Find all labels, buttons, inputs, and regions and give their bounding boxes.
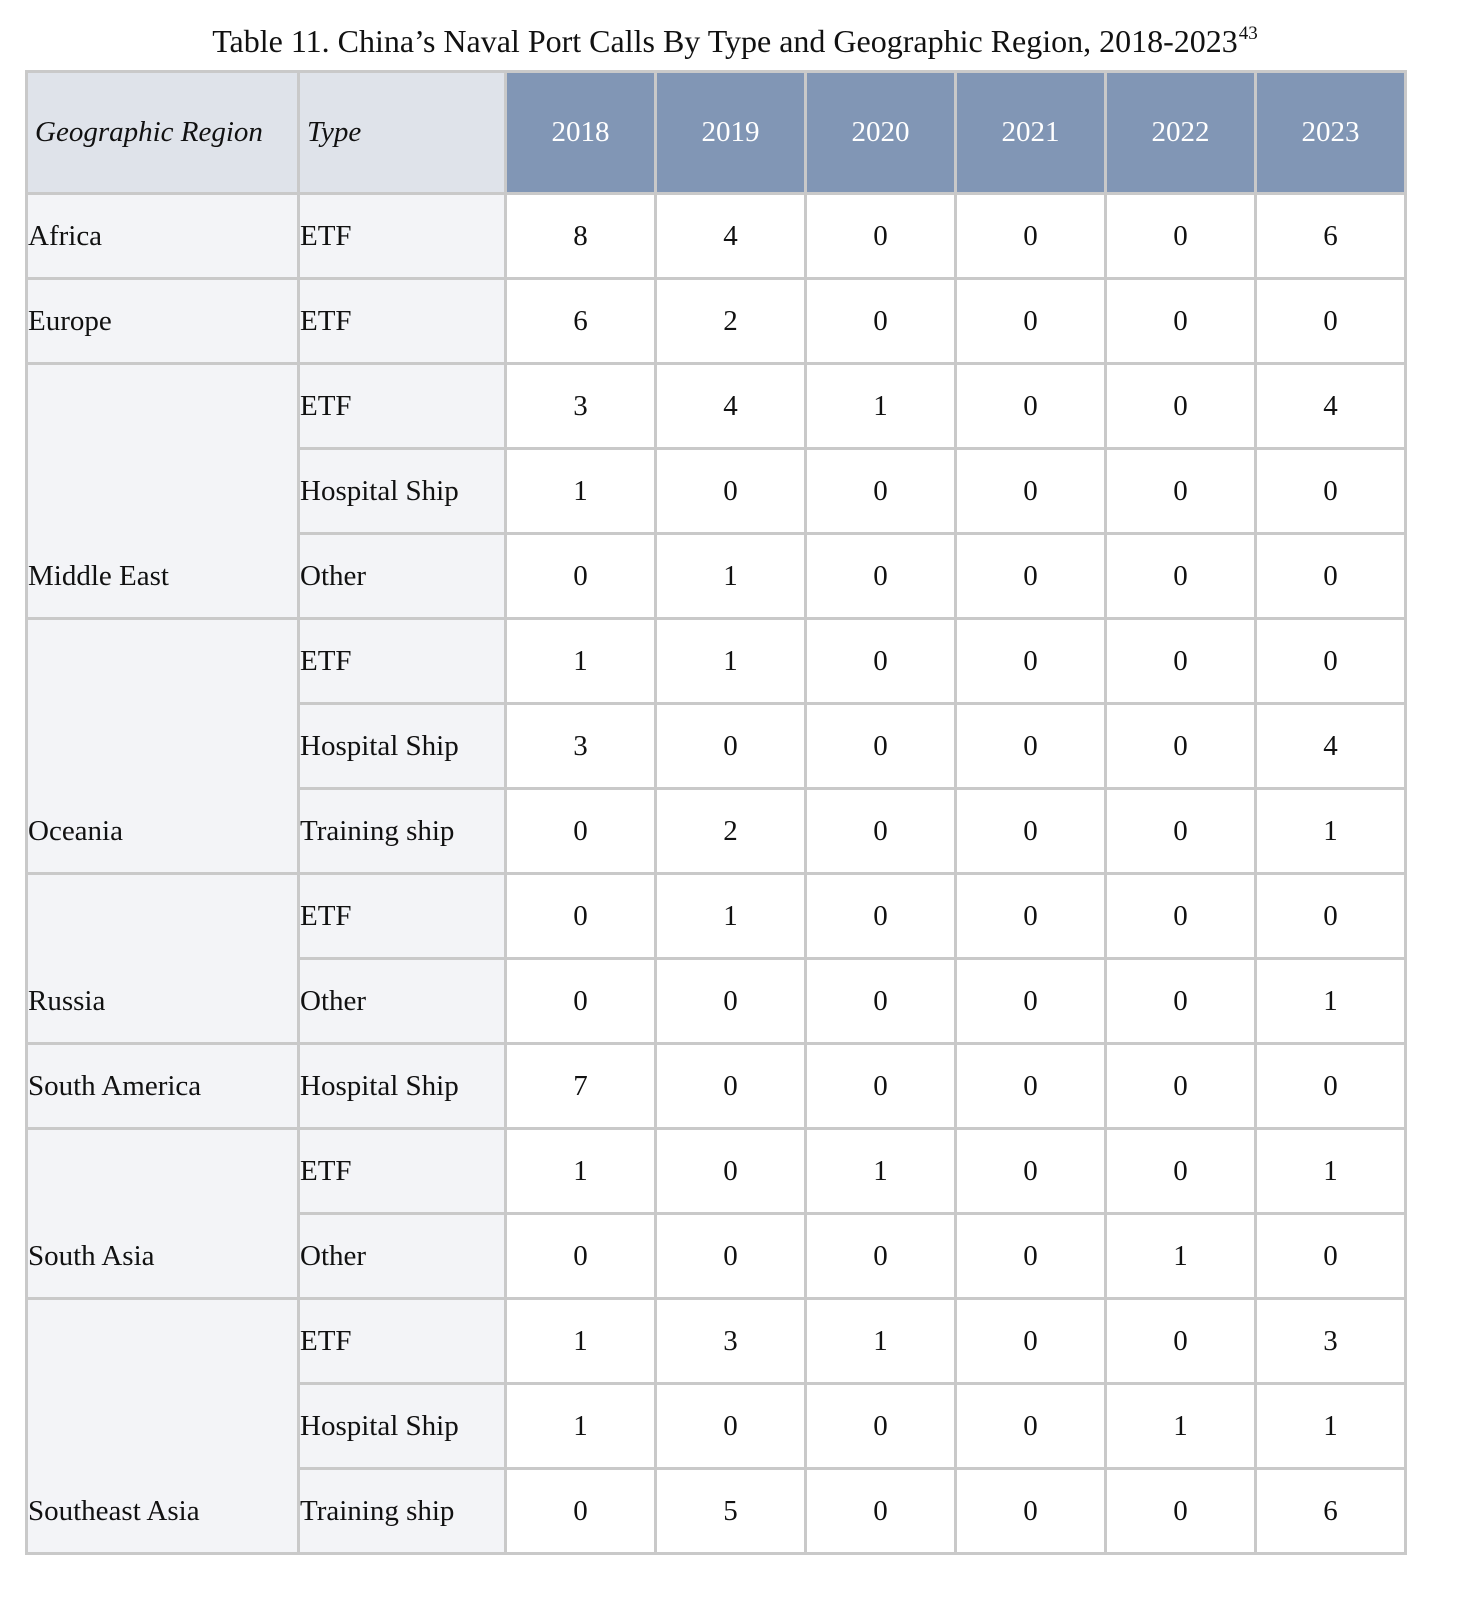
value-cell: 0 — [1256, 449, 1406, 534]
type-cell: Other — [299, 534, 506, 619]
type-cell: ETF — [299, 364, 506, 449]
value-cell: 1 — [1256, 959, 1406, 1044]
value-cell: 1 — [506, 1384, 656, 1469]
value-cell: 1 — [1256, 1384, 1406, 1469]
header-geographic-region: Geographic Region — [27, 72, 299, 194]
value-cell: 0 — [656, 959, 806, 1044]
value-cell: 0 — [1106, 449, 1256, 534]
value-cell: 0 — [656, 1129, 806, 1214]
table-row — [27, 1299, 1406, 1384]
type-cell: ETF — [299, 874, 506, 959]
value-cell: 0 — [806, 449, 956, 534]
value-cell: 0 — [1106, 279, 1256, 364]
region-cell: Middle East — [27, 364, 299, 619]
type-cell: ETF — [299, 619, 506, 704]
value-cell: 0 — [506, 1214, 656, 1299]
value-cell: 1 — [506, 449, 656, 534]
value-cell: 0 — [1256, 619, 1406, 704]
value-cell: 6 — [1256, 194, 1406, 279]
value-cell: 0 — [506, 959, 656, 1044]
value-cell: 0 — [956, 1299, 1106, 1384]
type-cell: Training ship — [299, 1469, 506, 1554]
value-cell: 0 — [956, 1129, 1106, 1214]
value-cell: 0 — [806, 874, 956, 959]
value-cell: 0 — [506, 1469, 656, 1554]
value-cell: 0 — [1256, 1214, 1406, 1299]
value-cell: 1 — [506, 619, 656, 704]
value-cell: 0 — [1256, 1044, 1406, 1129]
value-cell: 0 — [806, 534, 956, 619]
value-cell: 0 — [806, 959, 956, 1044]
region-cell: Southeast Asia — [27, 1299, 299, 1554]
value-cell: 0 — [1256, 279, 1406, 364]
value-cell: 1 — [656, 619, 806, 704]
table-row — [27, 874, 1406, 959]
value-cell: 3 — [1256, 1299, 1406, 1384]
header-row — [27, 72, 1406, 194]
value-cell: 0 — [806, 1214, 956, 1299]
type-cell: ETF — [299, 1299, 506, 1384]
table-body — [27, 194, 1406, 1554]
region-cell: Africa — [27, 194, 299, 279]
value-cell: 0 — [1106, 534, 1256, 619]
value-cell: 0 — [956, 364, 1106, 449]
value-cell: 0 — [656, 704, 806, 789]
value-cell: 5 — [656, 1469, 806, 1554]
value-cell: 0 — [806, 619, 956, 704]
value-cell: 7 — [506, 1044, 656, 1129]
region-cell: Europe — [27, 279, 299, 364]
value-cell: 6 — [506, 279, 656, 364]
value-cell: 0 — [1106, 1469, 1256, 1554]
value-cell: 0 — [956, 874, 1106, 959]
port-calls-table — [25, 70, 1407, 1555]
value-cell: 0 — [956, 1384, 1106, 1469]
table-row — [27, 279, 1406, 364]
type-cell: ETF — [299, 1129, 506, 1214]
value-cell: 0 — [1106, 704, 1256, 789]
value-cell: 4 — [1256, 364, 1406, 449]
value-cell: 0 — [956, 619, 1106, 704]
table-row — [27, 619, 1406, 704]
table-row — [27, 194, 1406, 279]
value-cell: 0 — [806, 194, 956, 279]
value-cell: 1 — [656, 874, 806, 959]
value-cell: 0 — [506, 789, 656, 874]
value-cell: 0 — [1106, 789, 1256, 874]
value-cell: 2 — [656, 279, 806, 364]
value-cell: 0 — [506, 534, 656, 619]
type-cell: Hospital Ship — [299, 704, 506, 789]
value-cell: 4 — [1256, 704, 1406, 789]
value-cell: 0 — [806, 789, 956, 874]
value-cell: 0 — [1106, 1299, 1256, 1384]
value-cell: 2 — [656, 789, 806, 874]
value-cell: 0 — [956, 704, 1106, 789]
footnote-marker: 43 — [1238, 23, 1258, 44]
header-year: 2021 — [956, 72, 1106, 194]
value-cell: 0 — [656, 1214, 806, 1299]
type-cell: ETF — [299, 194, 506, 279]
header-year: 2023 — [1256, 72, 1406, 194]
region-cell: South America — [27, 1044, 299, 1129]
value-cell: 1 — [1106, 1214, 1256, 1299]
value-cell: 0 — [806, 1384, 956, 1469]
table-title-text: Table 11. China’s Naval Port Calls By Type and Geographic Region, 2018-2023 — [212, 23, 1238, 59]
value-cell: 3 — [656, 1299, 806, 1384]
value-cell: 0 — [1106, 1129, 1256, 1214]
region-cell: Russia — [27, 874, 299, 1044]
value-cell: 6 — [1256, 1469, 1406, 1554]
value-cell: 1 — [506, 1129, 656, 1214]
type-cell: Training ship — [299, 789, 506, 874]
value-cell: 0 — [956, 449, 1106, 534]
region-cell: Oceania — [27, 619, 299, 874]
value-cell: 0 — [1106, 619, 1256, 704]
value-cell: 0 — [956, 1469, 1106, 1554]
value-cell: 0 — [956, 1214, 1106, 1299]
value-cell: 1 — [1256, 789, 1406, 874]
value-cell: 0 — [956, 279, 1106, 364]
type-cell: Other — [299, 1214, 506, 1299]
region-cell: South Asia — [27, 1129, 299, 1299]
value-cell: 0 — [956, 789, 1106, 874]
table-row — [27, 1044, 1406, 1129]
type-cell: Hospital Ship — [299, 449, 506, 534]
type-cell: Other — [299, 959, 506, 1044]
value-cell: 0 — [506, 874, 656, 959]
value-cell: 0 — [656, 1044, 806, 1129]
value-cell: 1 — [1106, 1384, 1256, 1469]
value-cell: 0 — [1106, 959, 1256, 1044]
type-cell: Hospital Ship — [299, 1384, 506, 1469]
value-cell: 0 — [1106, 1044, 1256, 1129]
value-cell: 3 — [506, 704, 656, 789]
value-cell: 0 — [1106, 364, 1256, 449]
value-cell: 1 — [1256, 1129, 1406, 1214]
header-year: 2022 — [1106, 72, 1256, 194]
header-type: Type — [299, 72, 506, 194]
value-cell: 0 — [1106, 194, 1256, 279]
value-cell: 0 — [956, 194, 1106, 279]
table-row — [27, 364, 1406, 449]
value-cell: 1 — [656, 534, 806, 619]
value-cell: 1 — [806, 1129, 956, 1214]
value-cell: 0 — [1256, 874, 1406, 959]
table-title — [0, 12, 1470, 63]
value-cell: 4 — [656, 364, 806, 449]
header-year: 2018 — [506, 72, 656, 194]
value-cell: 8 — [506, 194, 656, 279]
value-cell: 4 — [656, 194, 806, 279]
value-cell: 0 — [656, 1384, 806, 1469]
value-cell: 0 — [956, 959, 1106, 1044]
value-cell: 0 — [806, 1044, 956, 1129]
value-cell: 1 — [806, 364, 956, 449]
value-cell: 0 — [1256, 534, 1406, 619]
value-cell: 0 — [806, 279, 956, 364]
value-cell: 3 — [506, 364, 656, 449]
value-cell: 0 — [806, 1469, 956, 1554]
value-cell: 1 — [806, 1299, 956, 1384]
value-cell: 1 — [506, 1299, 656, 1384]
value-cell: 0 — [656, 449, 806, 534]
value-cell: 0 — [956, 534, 1106, 619]
value-cell: 0 — [1106, 874, 1256, 959]
header-year: 2019 — [656, 72, 806, 194]
table-row — [27, 1129, 1406, 1214]
type-cell: ETF — [299, 279, 506, 364]
header-year: 2020 — [806, 72, 956, 194]
type-cell: Hospital Ship — [299, 1044, 506, 1129]
value-cell: 0 — [956, 1044, 1106, 1129]
value-cell: 0 — [806, 704, 956, 789]
